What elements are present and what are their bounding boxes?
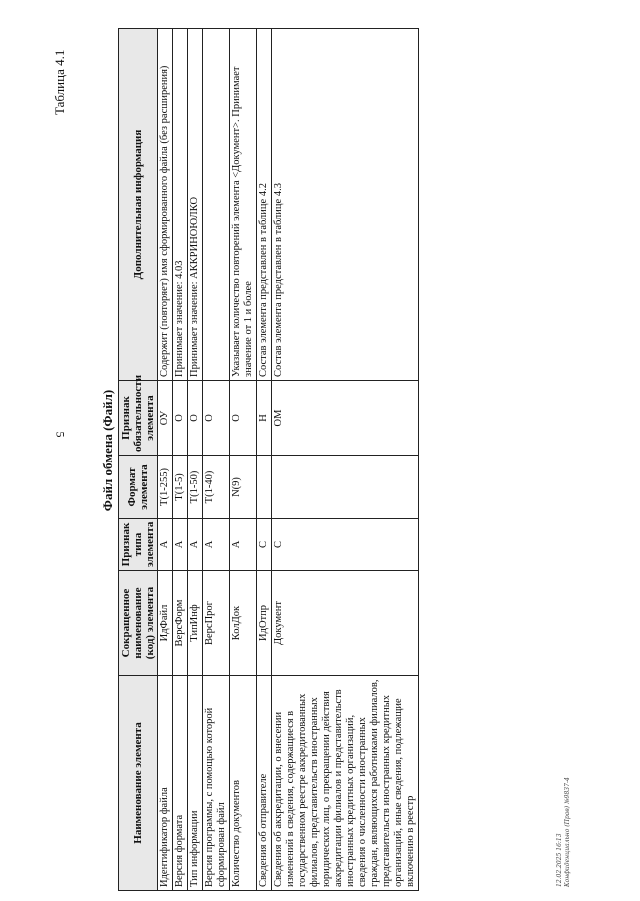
cell-required: Н <box>257 381 272 456</box>
cell-format: T(1-50) <box>188 456 203 519</box>
cell-code: ВерсФорм <box>173 571 188 676</box>
exchange-file-table <box>118 28 419 891</box>
table-caption: Файл обмена (Файл) <box>100 389 115 512</box>
cell-code: ИдФайл <box>158 571 173 676</box>
footer-timestamp: 12.02.2025 16:13 <box>556 833 563 887</box>
cell-type: А <box>230 519 257 571</box>
cell-name: Сведения об отправителе <box>257 676 272 891</box>
cell-required: О <box>230 381 257 456</box>
header-element-format: Формат элемента <box>119 456 158 519</box>
table-row <box>173 29 188 891</box>
header-element-required: Признак обязательности элемента <box>119 381 158 456</box>
cell-name: Сведения об аккредитации, о внесении изменений в сведения, содержащиеся в государственном реестре аккредитованных филиалов, представительств иностранных юридических лиц, о прекращении действия аккредитации филиалов и представительств иностранных кредитных организаций, сведения о численности иностранных граждан, являющихся работниками филиалов, представительств иностранных кредитных организаций, иные сведения, подлежащие включению в реестр <box>272 676 419 891</box>
cell-name: Версия формата <box>173 676 188 891</box>
table-row <box>257 29 272 891</box>
page-number: 5 <box>53 431 68 438</box>
cell-info: Состав элемента представлен в таблице 4.2 <box>257 29 272 381</box>
footer-meta <box>556 777 572 887</box>
cell-type: А <box>173 519 188 571</box>
cell-code: ИдОтпр <box>257 571 272 676</box>
cell-format <box>272 456 419 519</box>
cell-info: Состав элемента представлен в таблице 4.3 <box>272 29 419 381</box>
cell-required: ОМ <box>272 381 419 456</box>
cell-code: ВерсПрог <box>203 571 230 676</box>
table-row <box>203 29 230 891</box>
cell-format: T(1-40) <box>203 456 230 519</box>
header-element-type: Признак типа элемента <box>119 519 158 571</box>
cell-info: Принимает значение: АККРИНОЮЛКО <box>188 29 203 381</box>
cell-type: С <box>272 519 419 571</box>
cell-type: А <box>158 519 173 571</box>
cell-format: T(1-255) <box>158 456 173 519</box>
cell-required: О <box>188 381 203 456</box>
cell-name: Тип информации <box>188 676 203 891</box>
cell-info: Содержит (повторяет) имя сформированного файла (без расширения) <box>158 29 173 381</box>
cell-type: А <box>188 519 203 571</box>
table-row <box>230 29 257 891</box>
cell-required: О <box>173 381 188 456</box>
cell-name: Количество документов <box>230 676 257 891</box>
cell-type: С <box>257 519 272 571</box>
cell-info: Принимает значение: 4.03 <box>173 29 188 381</box>
table-header-row <box>119 29 158 891</box>
cell-format: N(9) <box>230 456 257 519</box>
cell-info <box>203 29 230 381</box>
cell-required: О <box>203 381 230 456</box>
cell-name: Идентификатор файла <box>158 676 173 891</box>
cell-name: Версия программы, с помощью которой сформирован файл <box>203 676 230 891</box>
table-row <box>158 29 173 891</box>
footer-document-ref: Конфиденциально (Прав) №9837-4 <box>564 777 571 887</box>
cell-required: ОУ <box>158 381 173 456</box>
cell-format: T(1-5) <box>173 456 188 519</box>
header-element-name: Наименование элемента <box>119 676 158 891</box>
cell-code: Документ <box>272 571 419 676</box>
cell-format <box>257 456 272 519</box>
cell-code: КолДок <box>230 571 257 676</box>
table-row <box>188 29 203 891</box>
header-element-code: Сокращенное наименование (код) элемента <box>119 571 158 676</box>
table-row <box>272 29 419 891</box>
table-label: Таблица 4.1 <box>52 49 67 115</box>
cell-code: ТипИнф <box>188 571 203 676</box>
cell-info: Указывает количество повторений элемента <Документ>. Принимает значение от 1 и более <box>230 29 257 381</box>
header-additional-info: Дополнительная информация <box>119 29 158 381</box>
cell-type: А <box>203 519 230 571</box>
